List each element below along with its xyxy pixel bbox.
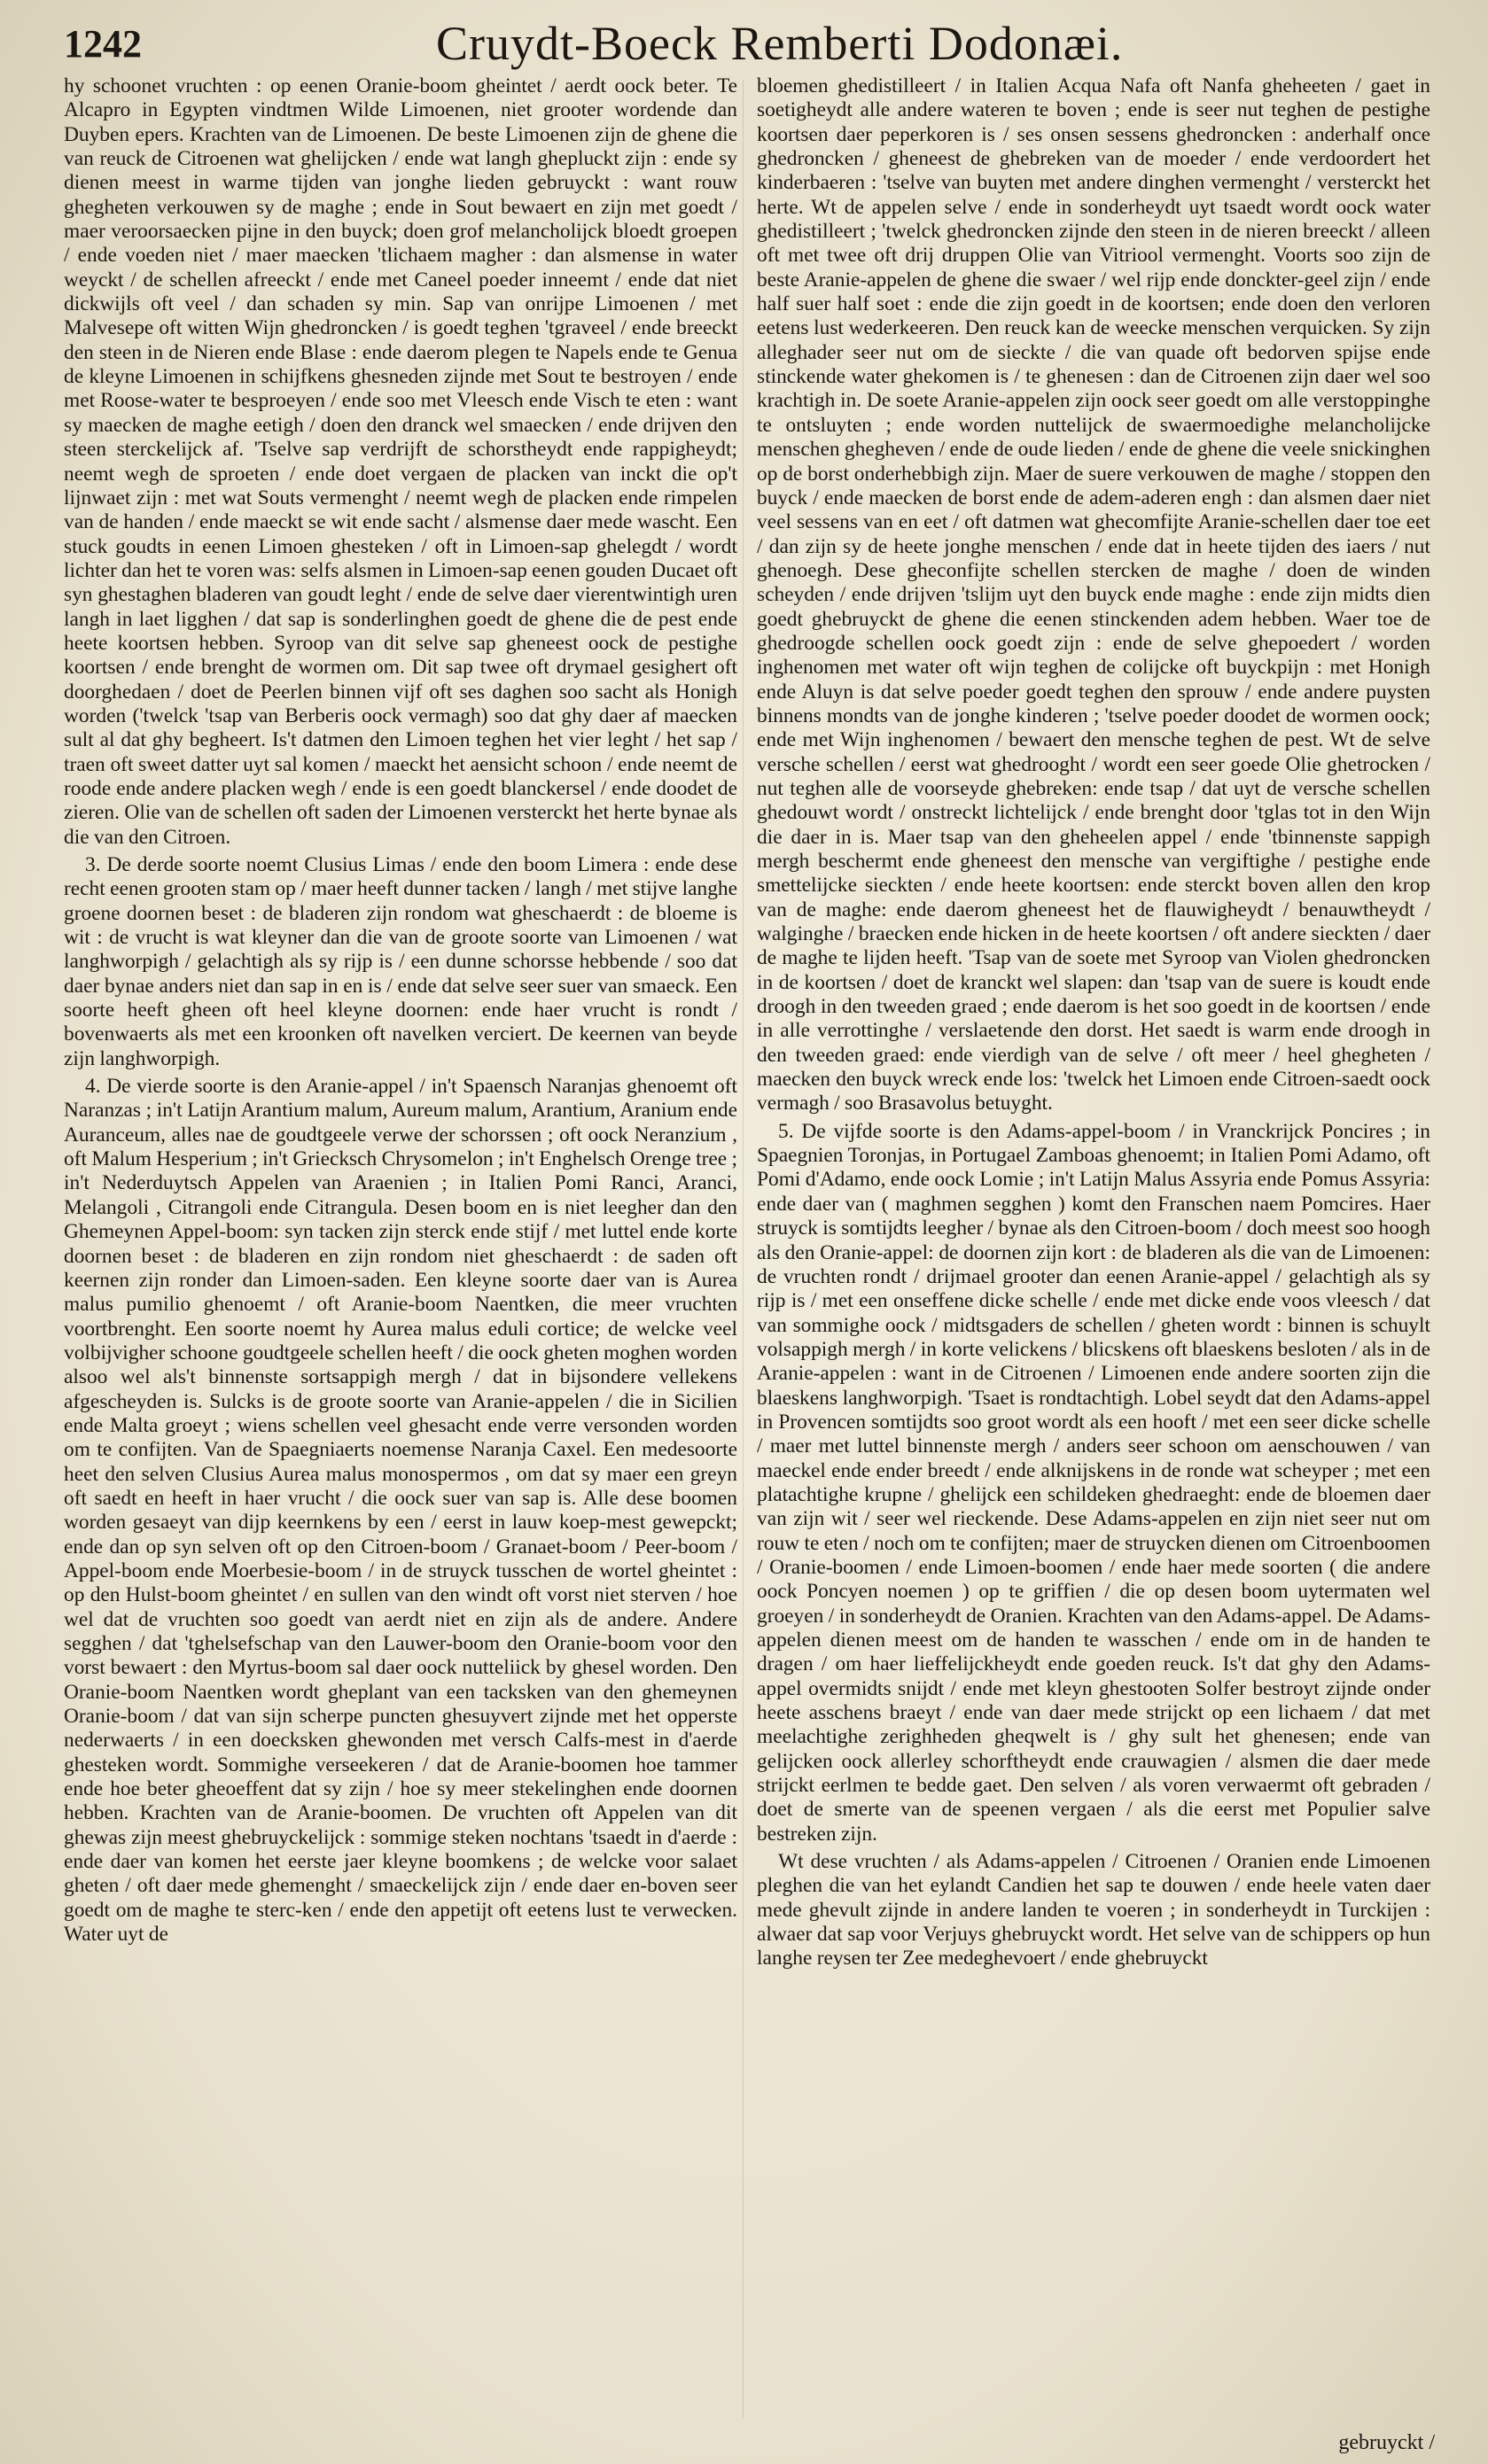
page-header (64, 16, 1453, 78)
paragraph: 3. De derde soorte noemt Clusius Limas / ende den boom Limera : ende dese recht eenen grooten stam op / maer heeft dunner tacken / langh / met stijve langhe groene doornen beset : de bladeren zijn rondom wat gheschaerdt : de bloeme is wit : de vrucht is wat kleyner dan die van de groote soorte van Limoenen / wat langhworpigh / gelachtigh als sy rijp is / een dunne schorsse hebbende / soo dat daer bynae anders niet dan sap in en is / ende dat selve seer suer van smaeck. Een soorte heeft gheen oft heel kleyne doornen: ende haer vrucht is rondt / bovenwaerts als met een kroonken oft navelken verciert. De keernen van beyde zijn langhworpigh. (64, 853, 737, 1070)
paragraph: bloemen ghedistilleert / in Italien Acqua Nafa oft Nanfa gheheeten / gaet in soetigheydt alle andere wateren te boven ; ende is seer nut teghen de pestighe koortsen daer peperkoren is / ses onsen sessens ghedroncken : anderhalf once ghedroncken / gheneest de ghebreken van de moeder / ende verdoordert het kinderbaeren : 'tselve van buyten met andere dinghen vermenght / versterckt het herte. Wt de appelen selve / ende in sonderheydt uyt tsaedt wordt oock water ghedistilleert ; 'twelck ghedroncken zijnde den steen in de nieren breeckt / alleen oft met twee oft drij druppen Olie van Vitriool vermenght. Voorts soo zijn de beste Aranie-appelen de ghene die swaer / wel rijp ende donckter-geel zijn / ende half suer half soet : ende die zijn goedt in de koortsen; ende doen den verloren eetens lust wederkeeren. Den reuck kan de weecke menschen verquicken. Sy zijn alleghader seer nut om de sieckte / die van quade oft bedorven spijse ende stinckende water ghekomen is / te ghenesen : dan de Citroenen zijn daer wel soo krachtigh in. De soete Aranie-appelen zijn oock seer goedt om alle verstoppinghe te ontsluyten ; ende worden nuttelijck de swaermoedighe melancholijcke menschen ghegheven / ende de oude lieden / ende de ghene die veele snickinghen op de borst onderhebbigh zijn. Maer de suere verkouwen de maghe / stoppen den buyck / ende maecken de borst ende de adem-aderen engh : dan alsmen daer niet veel sessens van en eet / oft datmen wat ghecomfijte Aranie-schellen daer toe eet / dan zijn sy de heete jonghe menschen / ende dat in heete tijden des iaers / nut ghenoegh. Dese gheconfijte schellen stercken de maghe / doen de winden scheyden / ende drijven 'tslijm uyt den buyck ende maghe : ende zijn midts dien goedt ghebruyckt de ghene die eenen stinckenden adem hebben. Waer toe de ghedroogde schellen oock goedt zijn : ende de selve ghepoedert / worden inghenomen met water oft wijn teghen de colijcke oft buyckpijn : met Honigh ende Aluyn is dat selve poeder goedt teghen den sprouw / ende andere puysten binnens mondts van de jonghe kinderen ; 'tselve poeder doodet de wormen oock; ende met Wijn inghenomen / bewaert den mensche teghen de pest. Wt de selve versche schellen / eerst wat ghedrooght / wordt een seer goede Olie ghetrocken / nut teghen alle de voorseyde ghebreken: ende tsap / dat uyt de versche schellen ghedouwt wordt / onstreckt lichtelijck / ende brenght door 'tglas tot in den Wijn die daer in is. Maer tsap van den gheheelen appel / ende 'tbinnenste sappigh mergh beschermt ende gheneest den mensche van vergiftighe / pestighe ende smettelijcke sieckten / ende heete koortsen: ende sterckt boven allen den krop van de maghe: ende daerom gheneest het de flauwigheydt / benauwtheydt / walginghe / braecken ende hicken in de heete koortsen / oft andere sieckten / daer de maghe te lijden heeft. 'Tsap van de soete met Syroop van Violen ghedroncken in de koortsen / doet de kranckt wel slapen: dan 'tsap van de suere is koudt ende droogh in den tweeden graed ; ende daerom is het soo goedt in de koortsen / ende in alle verrottinghe / verslaetende den dorst. Het saedt is warm ende droogh in den tweeden graed: ende vierdigh van de selve / oft meer / heel ghegheten / maecken den buyck wreck ende los: 'twelck het Limoen ende Citroen-saedt oock vermagh / soo Brasavolus betuyght. (757, 74, 1430, 1115)
catchword: gebruyckt / (1338, 2431, 1435, 2454)
paragraph: 4. De vierde soorte is den Aranie-appel / in't Spaensch Naranjas ghenoemt oft Naranzas ; in't Latijn Arantium malum, Aureum malum, Arantium, Aranium ende Auranceum, alles nae de goudtgeele verwe der schorssen ; oft oock Neranzium , oft Malum Hesperium ; in't Griecksch Chrysomelon ; in't Enghelsch Orenge tree ; in't Nederduytsch Appelen van Araenien ; in Italien Pomi Ranci, Aranci, Melangoli , Citrangoli ende Citrangula. Desen boom en is niet leegher dan den Ghemeynen Appel-boom: syn tacken zijn sterck ende stijf / met luttel ende korte doornen beset : de bladeren en zijn rondom niet gheschaerdt : de saden oft keernen zijn ronder dan Limoen-saden. Een kleyne soorte daer van is Aurea malus pumilio ghenoemt / oft Aranie-boom Naentken, die meer vruchten voortbrenght. Een soorte noemt hy Aurea malus eduli cortice; de welcke veel volbijvigher schoone goudtgeele schellen heeft / die oock gheten moghen worden alsoo wel als't binnenste sortsappigh mergh / dat in bijsondere vellekens afgescheyden is. Sulcks is de groote soorte van Aranie-appelen / die in Sicilien ende Malta groeyt ; wiens schellen veel ghesacht ende verre versonden worden om te confijten. Van de Spaegniaerts noemense Naranja Caxel. Een medesoorte heet den selven Clusius Aurea malus monospermos , om dat sy maer een greyn oft saedt en heeft in haer vrucht / die oock suer van sap is. Alle dese boomen worden gesaeyt van dijp keernkens by een / eerst in lauw koep-mest gewepckt; ende dan op syn selven oft op den Citroen-boom / Granaet-boom / Peer-boom / Appel-boom ende Moerbesie-boom / in de struyck tusschen de wortel gheintet : op den Hulst-boom gheintet / en sullen van den windt oft vorst niet sterven / hoe wel dat de vruchten soo goedt van aerdt niet en zijn als de andere. Andere segghen / dat 'tghelsefschap van den Lauwer-boom den Oranie-boom voor den vorst bewaert : den Myrtus-boom sal daer oock nutteliick by ghesel worden. Den Oranie-boom Naentken wordt gheplant van een tacksken van den ghemeynen Oranie-boom / dat van sijn scherpe puncten ghesuyvert zijnde met het opperste nederwaerts / in een doecksken ghewonden met versch Calfs-mest in d'aerde ghesteken wordt. Sommighe verseekeren / dat de Aranie-boomen hoe tammer ende hoe beter gheoeffent dat sy zijn / hoe sy meer stekelinghen ende doornen hebben. Krachten van de Aranie-boomen. De vruchten oft Appelen van dit ghewas zijn meest ghebruyckelijck : sommige steken nochtans 'tsaedt in d'aerde : ende daer van komen het eerste jaer kleyne boomkens ; de welcke voor salaet gheten / oft daer mede ghemenght / smaeckelijck zijn / ende daer en-boven seer goedt om de maghe te sterc-ken / ende den appetijt oft eetens lust te verwecken. Water uyt de (64, 1075, 737, 1947)
paragraph: hy schoonet vruchten : op eenen Oranie-boom gheintet / aerdt oock beter. Te Alcapro in Egypten vindtmen Wilde Limoenen, niet grooter wordende dan Duyben epers. Krachten van de Limoenen. De beste Limoenen zijn de ghene die van reuck de Citroenen wat ghelijcken / ende wat langh ghepluckt zijn : ende sy dienen meest in warme tijden van jonghe lieden gebruyckt : want rouw ghegheten verkouwen sy de maghe ; ende in Sout bewaert en zijn met goedt / maer veroorsaecken pijne in den buyck; doen grof melancholijck bloedt groepen / ende voeden niet / maer maecken 'tlichaem magher : dan alsmense in water weyckt / de schellen afreeckt / ende met Caneel poeder inneemt / ende dat niet dickwijls oft veel / dan schaden sy min. Sap van onrijpe Limoenen / met Malvesepe oft witten Wijn ghedroncken / is goedt teghen 'tgraveel / ende breeckt den steen in de Nieren ende Blase : ende daerom plegen te Napels ende te Genua de kleyne Limoenen in schijfkens ghesneden zijnde met Sout te bestroyen / ende met Roose-water te besproeyen / ende soo met Vleesch ende Visch te eten : want sy maecken de maghe eetigh / doen den dranck wel smaecken / ende drijven den steen sterckelijck af. 'Tselve sap verdrijft de schorstheydt ende rappigheydt; neemt wegh de sproeten / ende doet vergaen de placken van inckt die op't lijnwaet zijn : met wat Souts vermenght / neemt wegh de placken ende rimpelen van de handen / ende maeckt se wit ende sacht / alsmense daer mede wascht. Een stuck goudts in eenen Limoen ghesteken / oft in Limoen-sap ghelegdt / wordt lichter dan het te voren was: selfs alsmen in Limoen-sap eenen gouden Ducaet oft syn ghestaghen bladeren van goudt leght / ende de selve daer vierentwintigh uren langh in laet ligghen / dat sap is sonderlinghen goedt de ghene die de pest ende heete koortsen hebben. Syroop van dit selve sap gheneest oock de pestighe koortsen / ende brenght de wormen om. Dit sap twee oft drymael gesighert oft doorghedaen / doet de Peerlen binnen vijf oft ses daghen soo sacht als Honigh worden ('twelck 'tsap van Berberis oock vermagh) soo dat ghy daer af maecken sult al dat ghy begheert. Is't datmen den Limoen teghen het vier leght / het sap / traen oft sweet datter uyt sal komen / maeckt het aensicht schoon / ende neemt de roode ende andere placken wegh / ende is een goedt blanckersel / ende doodet de zieren. Olie van de schellen oft saden der Limoenen versterckt het herte bynae als die van den Citroen. (64, 74, 737, 849)
right-text-column (757, 74, 1430, 2431)
page-number: 1242 (64, 22, 142, 66)
running-head: Cruydt-Boeck Remberti Dodonæi. (436, 17, 1124, 70)
left-text-column (64, 74, 737, 2431)
paragraph: Wt dese vruchten / als Adams-appelen / Citroenen / Oranien ende Limoenen pleghen die van het eylandt Candien het sap te douwen / ende heele vaten daer mede ghevult zijnde in andere landen te voeren ; in sonderheydt in Turckijen : alwaer dat sap voor Verjuys ghebruyckt wordt. Het selve van de schippers op hun langhe reysen ter Zee medeghevoert / ende ghebruyckt (757, 1850, 1430, 1970)
paragraph: 5. De vijfde soorte is den Adams-appel-boom / in Vranckrijck Poncires ; in Spaegnien Toronjas, in Portugael Zamboas ghenoemt; in Italien Pomi Adamo, oft Pomi d'Adamo, ende oock Lomie ; in't Latijn Malus Assyria ende Pomus Assyria: ende daer van ( maghmen segghen ) komt den Franschen naem Pomcires. Haer struyck is somtijdts leegher / bynae als den Citroen-boom / doch meest soo hoogh als den Oranie-appel: de doornen zijn kort : de bladeren als die van de Limoenen: de vruchten rondt / drijmael grooter dan eenen Aranie-appel / gelachtigh als sy rijp is / met een onseffene dicke schelle / ende met dicke ende voos vleesch / dat van sommighe oock / midtsgaders de schellen / gheten wordt : binnen is schuylt volsappigh mergh / in korte velickens / blicskens oft blaeskens besloten / als in de Aranie-appelen : want in de Citroenen / Limoenen ende andere soorten zijn die blaeskens langhworpigh. 'Tsaet is rondtachtigh. Lobel seydt dat den Adams-appel in Provencen somtijdts soo groot wordt als een hooft / met een seer dicke schelle / maer met luttel binnenste mergh / anders seer schoon om aenschouwen / van maeckel ende ender breedt / ende alknijskens in de ronde wat scheyper ; met een platachtighe krupne / ghelijck een schildeken ghedraeght: ende de bloemen daer van zijn wit / seer wel rieckende. Dese Adams-appelen en zijn niet seer nut om rouw te eten / noch om te confijten; maer de struycken dienen om Citroenboomen / Oranie-boomen / ende Limoen-boomen / ende haer mede soorten ( die andere oock Poncyen noemen ) op te griffien / die op desen boom uytermaten wel groeyen / in sonderheydt de Oranien. Krachten van den Adams-appel. De Adams-appelen dienen meest om de handen te wasschen / ende om in de handen te dragen / om haer lieffelijckheydt ende goeden reuck. Is't dat ghy den Adams-appel overmidts snijdt / ende met kleyn ghestooten Solfer bestroyt zijnde onder heete asschens braeyt / ende van daer mede strijckt op een lichaem / dat met meelachtighe zerighheden gheqwelt is / ghy sult het ghenesen; ende van gelijcken oock allerley schorftheydt ende crauwagien / alsmen die daer mede strijckt eerlmen te bedde gaet. Den selven / als voren verwaermt oft gebraden / doet de smerte van de speenen vergaen / als die eerst met Populier salve bestreken zijn. (757, 1119, 1430, 1846)
column-divider (743, 80, 744, 2419)
